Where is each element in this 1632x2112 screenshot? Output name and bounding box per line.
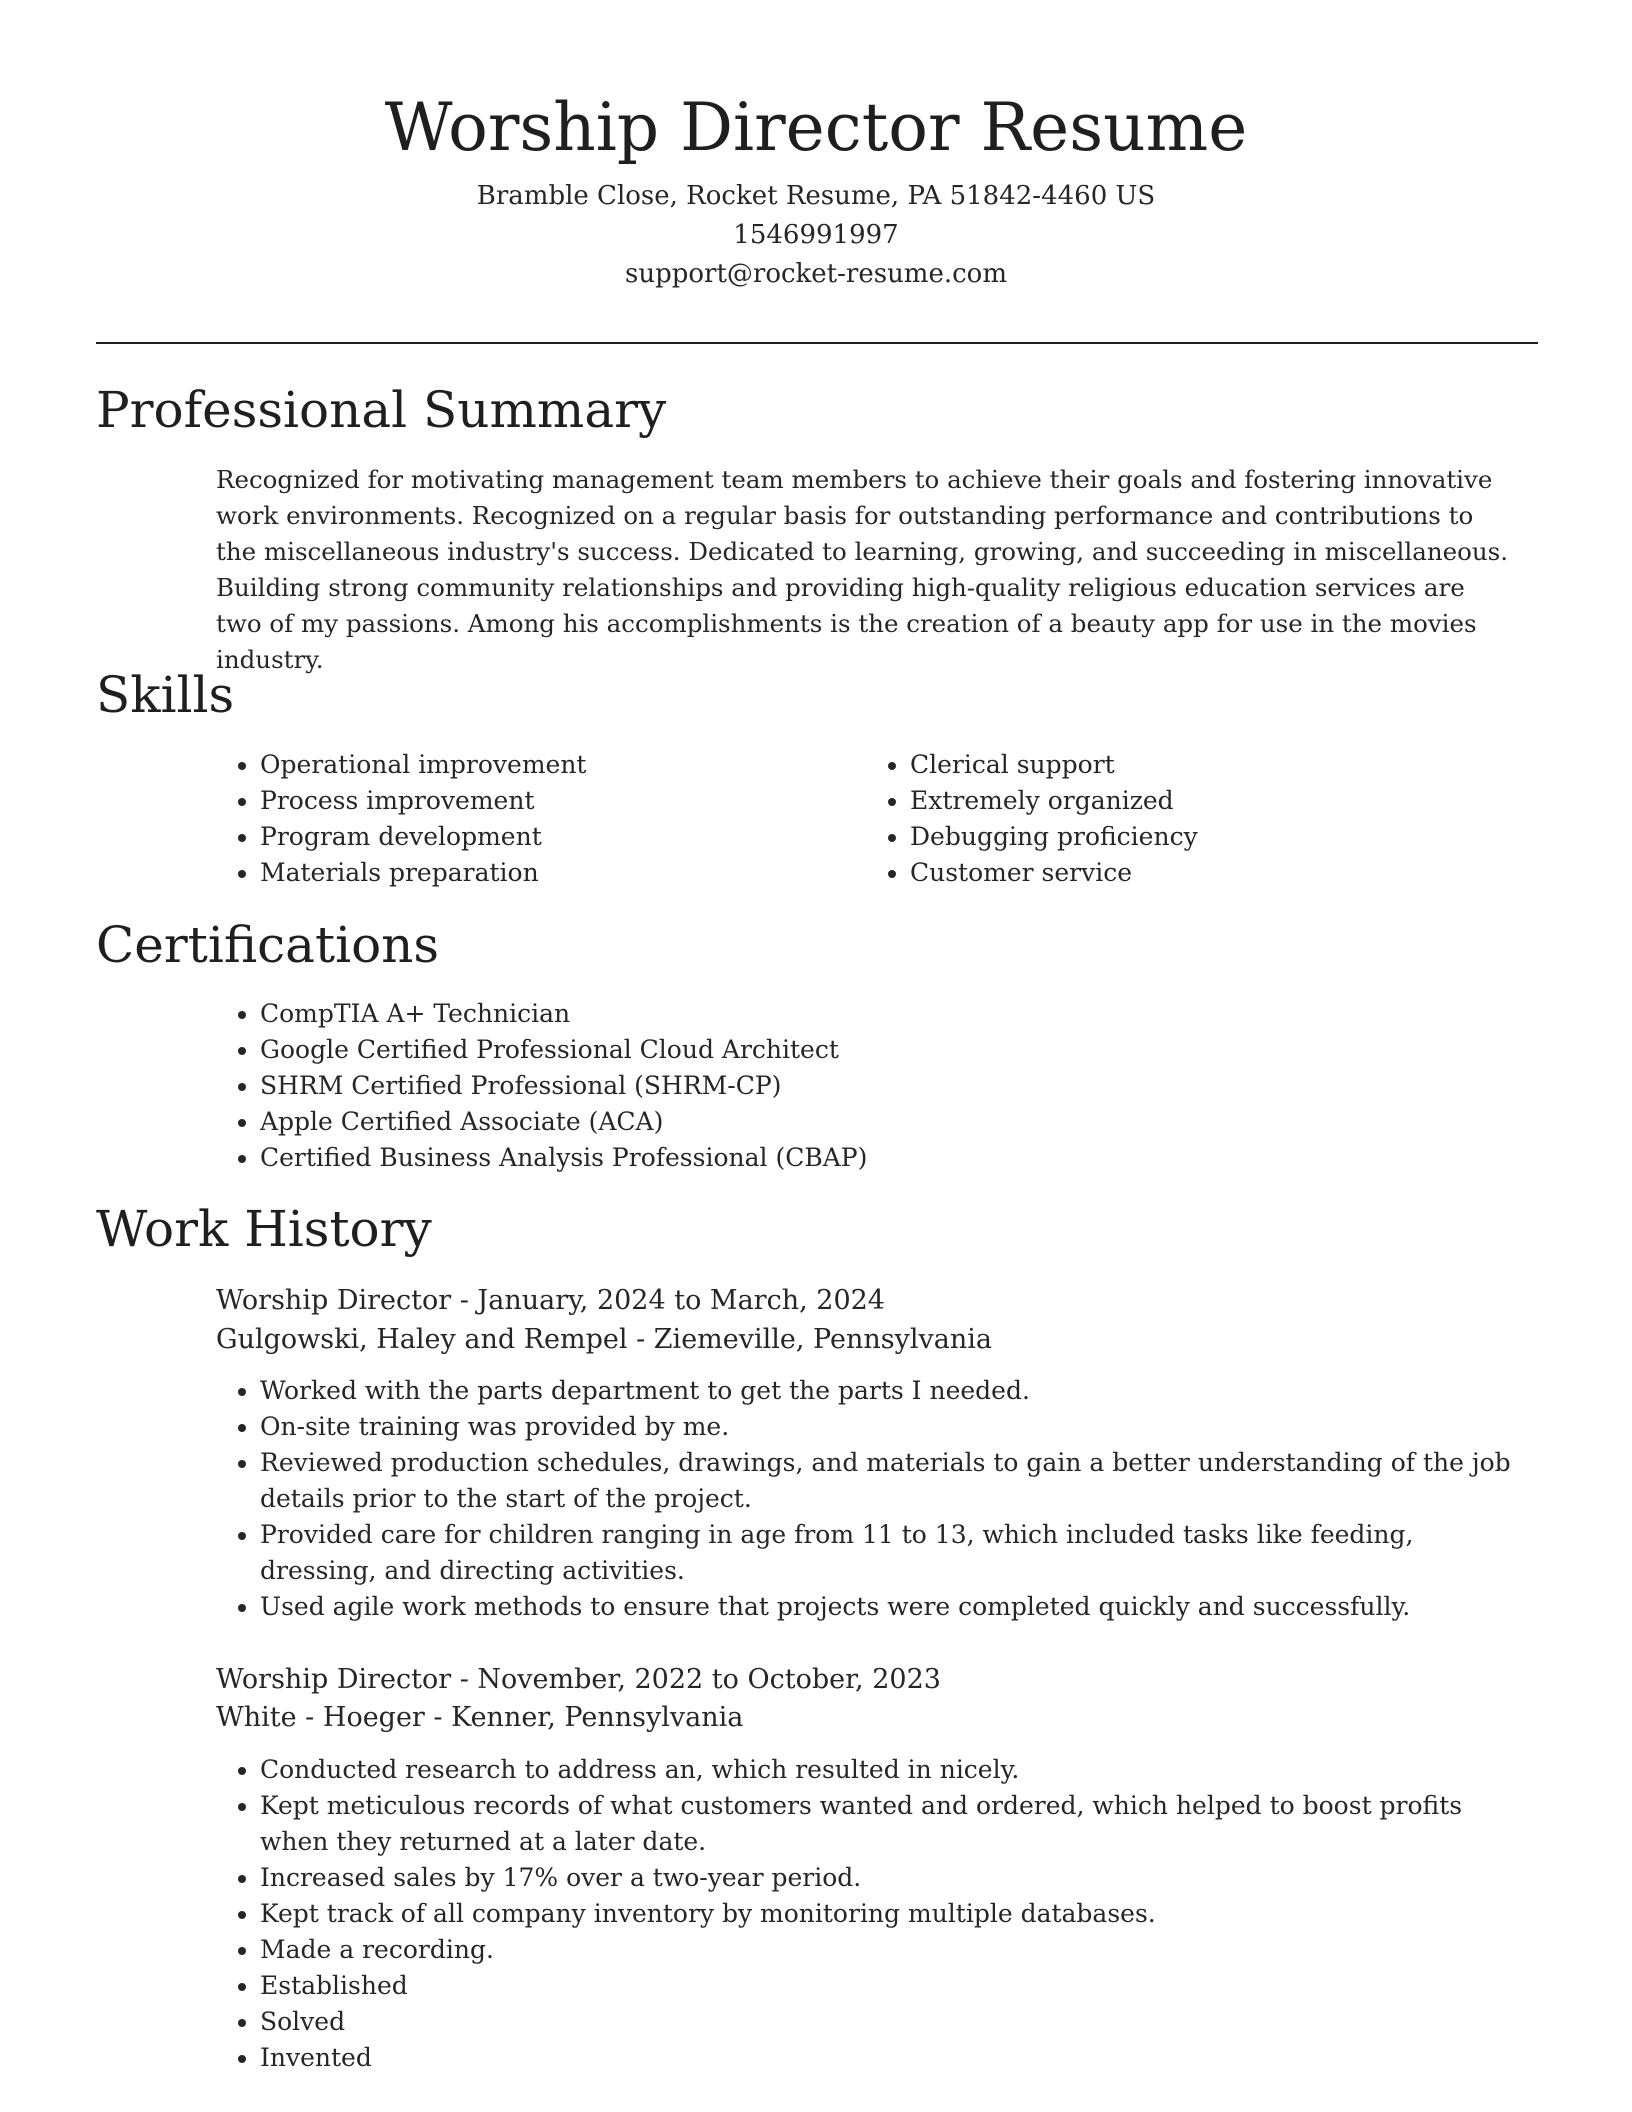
list-item: • Solved (260, 2004, 1516, 2040)
list-item: • Used agile work methods to ensure that projects were completed quickly and successfully. (260, 1589, 1516, 1625)
list-item: • Process improvement (260, 783, 836, 819)
list-item: • Extremely organized (910, 783, 1516, 819)
skills-list-left (216, 747, 836, 891)
job-title-line: Worship Director - November, 2022 to October, 2023 (216, 1664, 941, 1695)
list-item: • Worked with the parts department to get the parts I needed. (260, 1373, 1516, 1409)
list-item: • Invented (260, 2040, 1516, 2076)
job-company-line: Gulgowski, Haley and Rempel - Ziemeville, Pennsylvania (216, 1324, 992, 1355)
job-bullets (216, 1752, 1516, 2076)
list-item: • Clerical support (910, 747, 1516, 783)
list-item: • Kept meticulous records of what customers wanted and ordered, which helped to boost profits when they returned at a later date. (260, 1788, 1516, 1860)
skills-column-left (216, 747, 836, 891)
skills-list-right (866, 747, 1516, 891)
header-divider (96, 342, 1538, 344)
list-item: • Conducted research to address an, which resulted in nicely. (260, 1752, 1516, 1788)
list-item: • On-site training was provided by me. (260, 1409, 1516, 1445)
summary-text: Recognized for motivating management team members to achieve their goals and fostering innovative work environments. Recognized on a regular basis for outstanding performance and contributions to the miscellaneous industry's success. Dedicated to learning, growing, and succeeding in miscellaneous. Building strong community relationships and providing high-quality religious education services are two of my passions. Among his accomplishments is the creation of a beauty app for use in the movies industry. (216, 465, 1508, 674)
page-title: Worship Director Resume (384, 89, 1248, 166)
list-item: • Google Certified Professional Cloud Architect (260, 1032, 1516, 1068)
job-bullets (216, 1373, 1516, 1625)
list-item: • Debugging proficiency (910, 819, 1516, 855)
list-item: • Apple Certified Associate (ACA) (260, 1104, 1516, 1140)
list-item: • Materials preparation (260, 855, 836, 891)
list-item: • Program development (260, 819, 836, 855)
skills-column-right (866, 747, 1516, 891)
list-item: • Increased sales by 17% over a two-year period. (260, 1860, 1516, 1896)
certifications-heading: Certifications (96, 916, 440, 974)
list-item: • Established (260, 1968, 1516, 2004)
list-item: • Kept track of all company inventory by monitoring multiple databases. (260, 1896, 1516, 1932)
job-title-line: Worship Director - January, 2024 to March, 2024 (216, 1285, 885, 1316)
work-history-heading: Work History (96, 1200, 432, 1258)
skills-heading: Skills (96, 666, 235, 724)
resume-header (0, 85, 1632, 294)
list-item: • CompTIA A+ Technician (260, 996, 1516, 1032)
certifications-list (216, 996, 1516, 1176)
list-item: • Reviewed production schedules, drawings, and materials to gain a better understanding of the job details prior to the start of the project. (260, 1445, 1516, 1517)
contact-phone: 1546991997 (733, 220, 899, 250)
list-item: • SHRM Certified Professional (SHRM-CP) (260, 1068, 1516, 1104)
list-item: • Operational improvement (260, 747, 836, 783)
list-item: • Certified Business Analysis Professional (CBAP) (260, 1140, 1516, 1176)
job-bullet-list (216, 1373, 1516, 1625)
job-bullet-list (216, 1752, 1516, 2076)
contact-address: Bramble Close, Rocket Resume, PA 51842-4460 US (476, 181, 1156, 211)
list-item: • Made a recording. (260, 1932, 1516, 1968)
certifications-block (216, 996, 1516, 1176)
job-company-line: White - Hoeger - Kenner, Pennsylvania (216, 1702, 744, 1733)
contact-info (0, 177, 1632, 294)
list-item: • Customer service (910, 855, 1516, 891)
contact-email: support@rocket-resume.com (624, 259, 1007, 289)
summary-heading: Professional Summary (96, 381, 667, 439)
list-item: • Provided care for children ranging in age from 11 to 13, which included tasks like feeding, dressing, and directing activities. (260, 1517, 1516, 1589)
